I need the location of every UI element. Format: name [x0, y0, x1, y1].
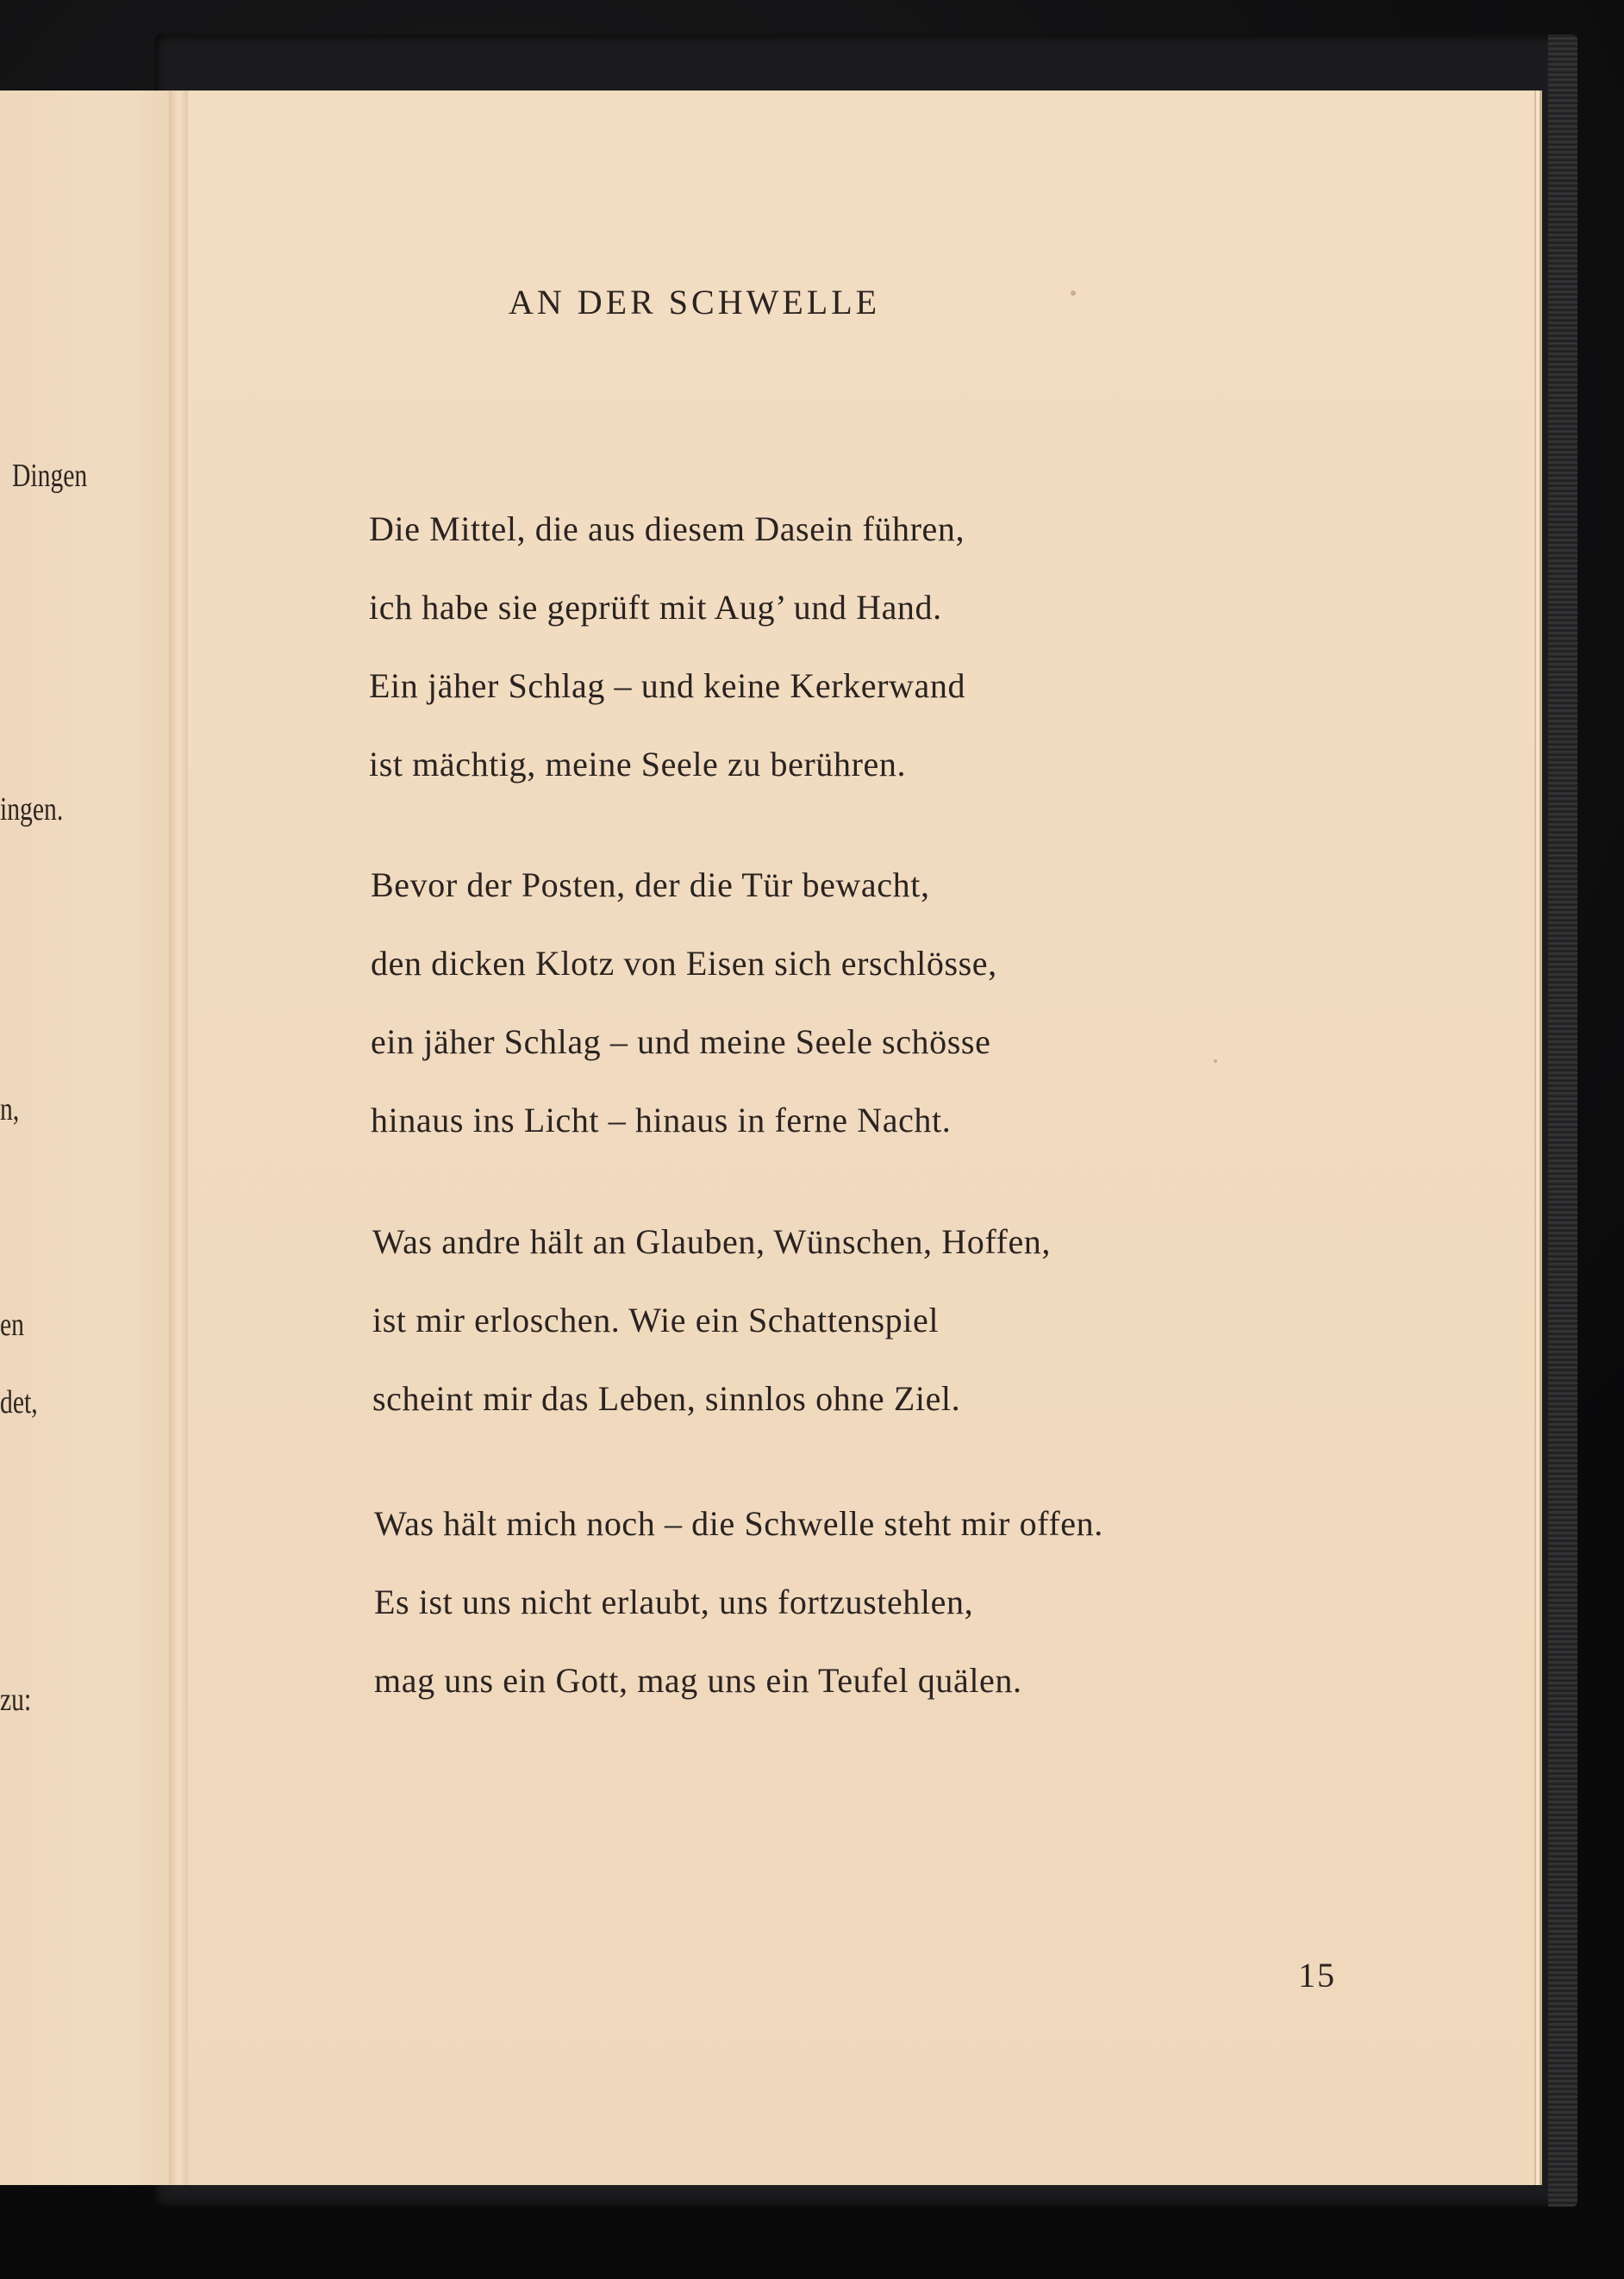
verse-line: Ein jäher Schlag – und keine Kerkerwand [369, 666, 966, 705]
verse-line: ein jäher Schlag – und meine Seele schösse [371, 1022, 991, 1061]
page-number: 15 [1298, 1956, 1336, 1995]
verse-line: Es ist uns nicht erlaubt, uns fortzustehlen, [374, 1583, 974, 1621]
right-page [188, 91, 1534, 2185]
paper-speck [1071, 290, 1076, 296]
verse-line: Was hält mich noch – die Schwelle steht mir offen. [374, 1504, 1103, 1543]
stanza-1 [369, 490, 965, 803]
verse-line: ich habe sie geprüft mit Aug’ und Hand. [369, 588, 942, 627]
verse-line: Bevor der Posten, der die Tür bewacht, [371, 865, 930, 904]
left-page-fragment: n, [0, 1091, 20, 1127]
paper-speck [1214, 1059, 1217, 1063]
left-page-fragment: det, [0, 1384, 38, 1420]
stanza-4 [374, 1484, 1103, 1720]
left-page-fragment: Dingen [12, 458, 88, 494]
verse-line: mag uns ein Gott, mag uns ein Teufel quälen. [374, 1661, 1022, 1700]
left-page-fragment: zu: [0, 1682, 32, 1718]
stanza-3 [372, 1202, 1051, 1438]
verse-line: hinaus ins Licht – hinaus in ferne Nacht. [371, 1101, 952, 1140]
poem-title: AN DER SCHWELLE [509, 283, 881, 322]
verse-line: Die Mittel, die aus diesem Dasein führen, [369, 509, 965, 548]
left-page [0, 91, 183, 2185]
verse-line: Was andre hält an Glauben, Wünschen, Hoffen, [372, 1222, 1052, 1261]
left-page-fragment: ingen. [0, 791, 64, 827]
left-page-fragment: en [0, 1307, 24, 1343]
verse-line: ist mir erloschen. Wie ein Schattenspiel [372, 1301, 940, 1339]
stanza-2 [371, 846, 997, 1159]
verse-line: scheint mir das Leben, sinnlos ohne Ziel. [372, 1379, 961, 1418]
verse-line: den dicken Klotz von Eisen sich erschlösse, [371, 944, 997, 983]
verse-line: ist mächtig, meine Seele zu berühren. [369, 745, 907, 784]
